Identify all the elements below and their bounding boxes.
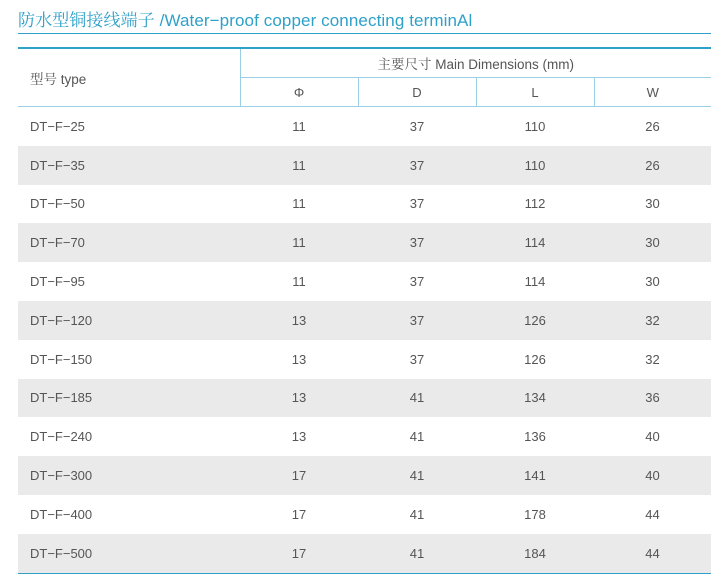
- table-row: [18, 456, 711, 495]
- w-cell: 44: [645, 506, 660, 522]
- phi-cell: 17: [240, 534, 358, 573]
- d-cell: 37: [409, 118, 425, 134]
- phi-cell: 17: [240, 456, 358, 495]
- phi-cell: 11: [240, 223, 358, 262]
- page-title: 防水型铜接线端子 /Water−proof copper connecting terminAl: [18, 11, 473, 30]
- l-cell: 184: [476, 534, 594, 573]
- w-cell: 30: [645, 274, 660, 290]
- l-cell: 178: [524, 506, 546, 522]
- table-row: [18, 534, 711, 573]
- phi-cell: 11: [292, 274, 306, 290]
- w-cell: 32: [645, 351, 660, 367]
- l-cell: 110: [524, 118, 546, 134]
- d-cell: 37: [358, 146, 476, 185]
- model-cell: DT−F−400: [30, 506, 93, 522]
- l-cell: 110: [476, 146, 594, 185]
- table-row: [18, 262, 711, 301]
- phi-cell: 13: [240, 379, 358, 418]
- table-row: [18, 223, 711, 262]
- model-cell: DT−F−150: [30, 351, 93, 367]
- model-cell: DT−F−500: [18, 534, 240, 573]
- d-cell: 37: [358, 223, 476, 262]
- phi-cell: 13: [240, 301, 358, 340]
- column-header-d: D: [358, 78, 476, 107]
- w-cell: 30: [645, 196, 660, 212]
- phi-cell: 11: [240, 146, 358, 185]
- d-cell: 37: [409, 351, 425, 367]
- phi-cell: 17: [291, 506, 307, 522]
- column-header-w: W: [594, 78, 711, 107]
- model-cell: DT−F−240: [30, 429, 93, 445]
- d-cell: 41: [409, 429, 425, 445]
- model-cell: DT−F−95: [30, 274, 85, 290]
- d-cell: 41: [358, 379, 476, 418]
- model-cell: DT−F−185: [18, 379, 240, 418]
- l-cell: 112: [524, 196, 546, 212]
- d-cell: 41: [358, 534, 476, 573]
- table-row: [18, 340, 711, 379]
- l-cell: 114: [524, 274, 546, 290]
- main-dimensions-header: 主要尺寸 Main Dimensions (mm): [240, 48, 711, 78]
- d-cell: 37: [358, 301, 476, 340]
- w-cell: 36: [594, 379, 711, 418]
- phi-cell: 13: [291, 429, 307, 445]
- phi-cell: 11: [292, 196, 306, 212]
- d-cell: 41: [358, 456, 476, 495]
- table-row: [18, 417, 711, 456]
- table-row: [18, 379, 711, 418]
- column-header-phi: Φ: [240, 78, 358, 107]
- table-row: [18, 107, 711, 146]
- d-cell: 37: [409, 196, 425, 212]
- l-cell: 126: [524, 351, 546, 367]
- table-row: [18, 301, 711, 340]
- l-cell: 136: [524, 429, 546, 445]
- title-underline: [18, 33, 711, 34]
- w-cell: 26: [594, 146, 711, 185]
- l-cell: 141: [476, 456, 594, 495]
- w-cell: 40: [594, 456, 711, 495]
- table-row: [18, 495, 711, 534]
- w-cell: 44: [594, 534, 711, 573]
- model-cell: DT−F−50: [30, 196, 85, 212]
- l-cell: 134: [476, 379, 594, 418]
- w-cell: 26: [645, 118, 660, 134]
- w-cell: 32: [594, 301, 711, 340]
- w-cell: 30: [594, 223, 711, 262]
- model-cell: DT−F−70: [18, 223, 240, 262]
- l-cell: 126: [476, 301, 594, 340]
- d-cell: 41: [409, 506, 425, 522]
- dimensions-table: [18, 47, 711, 574]
- w-cell: 40: [645, 429, 660, 445]
- model-column-header: 型号 type: [18, 48, 240, 107]
- table-row: [18, 146, 711, 185]
- model-cell: DT−F−35: [18, 146, 240, 185]
- model-cell: DT−F−120: [18, 301, 240, 340]
- d-cell: 37: [409, 274, 425, 290]
- column-header-l: L: [476, 78, 594, 107]
- model-cell: DT−F−25: [30, 118, 85, 134]
- table-row: [18, 185, 711, 224]
- phi-cell: 11: [292, 118, 306, 134]
- phi-cell: 13: [291, 351, 307, 367]
- l-cell: 114: [476, 223, 594, 262]
- model-cell: DT−F−300: [18, 456, 240, 495]
